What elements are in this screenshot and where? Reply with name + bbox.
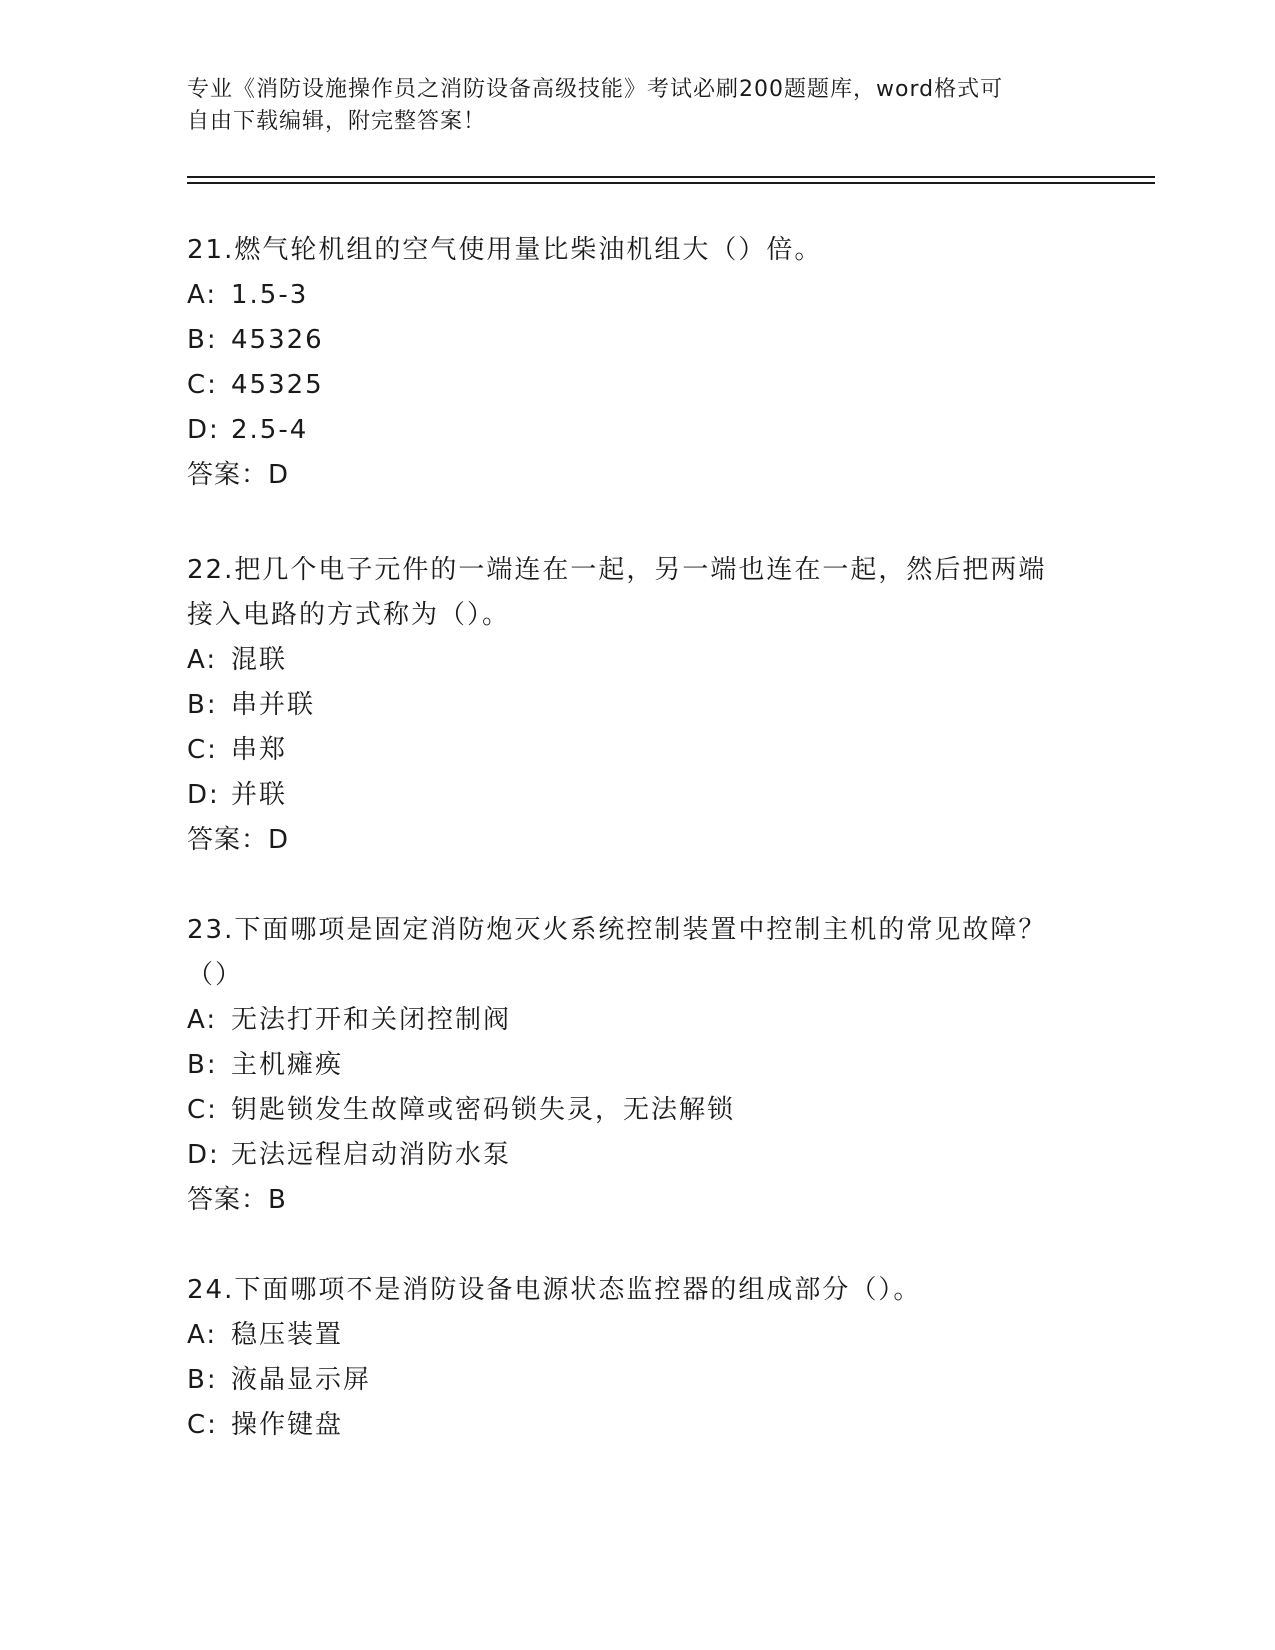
option-key: B: <box>187 690 218 720</box>
question-stem: 21.燃气轮机组的空气使用量比柴油机组大（）倍。 <box>187 235 823 265</box>
option-key: C: <box>187 1410 218 1440</box>
option-key: B: <box>187 325 218 355</box>
option-c <box>187 363 1087 408</box>
option-text: 串郑 <box>231 735 288 765</box>
option-c <box>187 1403 1087 1448</box>
option-text: 液晶显示屏 <box>231 1365 372 1395</box>
option-c <box>187 728 1087 773</box>
question-stem-line-2: （） <box>187 960 244 990</box>
header-divider-bottom <box>187 182 1155 184</box>
option-b <box>187 1043 1087 1088</box>
option-text: 稳压装置 <box>231 1320 344 1350</box>
option-text: 45325 <box>231 370 324 400</box>
option-a <box>187 1313 1087 1358</box>
header-divider-top <box>187 176 1155 178</box>
option-text: 2.5-4 <box>231 415 309 445</box>
option-text: 无法打开和关闭控制阀 <box>231 1005 512 1035</box>
option-b <box>187 318 1087 363</box>
option-text: 串并联 <box>231 690 316 720</box>
option-c <box>187 1088 1087 1133</box>
option-text: 45326 <box>231 325 324 355</box>
answer-line: 答案：D <box>187 460 290 490</box>
option-text: 操作键盘 <box>231 1410 344 1440</box>
option-b <box>187 1358 1087 1403</box>
question-stem-line-2: 接入电路的方式称为（）。 <box>187 600 511 630</box>
option-key: A: <box>187 280 218 310</box>
option-d <box>187 1133 1087 1178</box>
option-key: D: <box>187 1140 220 1170</box>
option-key: C: <box>187 370 218 400</box>
option-text: 1.5-3 <box>231 280 309 310</box>
option-text: 并联 <box>231 780 288 810</box>
option-b <box>187 683 1087 728</box>
question-stem-line-1: 23.下面哪项是固定消防炮灭火系统控制装置中控制主机的常见故障？ <box>187 915 1047 945</box>
option-key: C: <box>187 735 218 765</box>
option-key: A: <box>187 645 218 675</box>
question-24 <box>187 1268 1087 1448</box>
option-key: B: <box>187 1050 218 1080</box>
option-key: A: <box>187 1320 218 1350</box>
question-stem: 24.下面哪项不是消防设备电源状态监控器的组成部分（）。 <box>187 1275 922 1305</box>
question-21 <box>187 228 1087 498</box>
question-stem-line-1: 22.把几个电子元件的一端连在一起，另一端也连在一起，然后把两端 <box>187 555 1047 585</box>
option-d <box>187 408 1087 453</box>
option-text: 主机瘫痪 <box>231 1050 344 1080</box>
option-text: 混联 <box>231 645 288 675</box>
question-22 <box>187 548 1087 863</box>
answer-line: 答案：D <box>187 825 290 855</box>
header-line-1: 专业《消防设施操作员之消防设备高级技能》考试必刷200题题库，word格式可 <box>187 77 1004 102</box>
option-key: D: <box>187 415 220 445</box>
option-key: D: <box>187 780 220 810</box>
document-header <box>187 74 1087 138</box>
option-a <box>187 638 1087 683</box>
option-key: A: <box>187 1005 218 1035</box>
option-key: B: <box>187 1365 218 1395</box>
option-a <box>187 273 1087 318</box>
answer-line: 答案：B <box>187 1185 287 1215</box>
option-text: 钥匙锁发生故障或密码锁失灵，无法解锁 <box>231 1095 736 1125</box>
option-d <box>187 773 1087 818</box>
option-key: C: <box>187 1095 218 1125</box>
header-line-2: 自由下载编辑，附完整答案！ <box>187 109 487 134</box>
question-23 <box>187 908 1087 1223</box>
option-text: 无法远程启动消防水泵 <box>231 1140 512 1170</box>
option-a <box>187 998 1087 1043</box>
